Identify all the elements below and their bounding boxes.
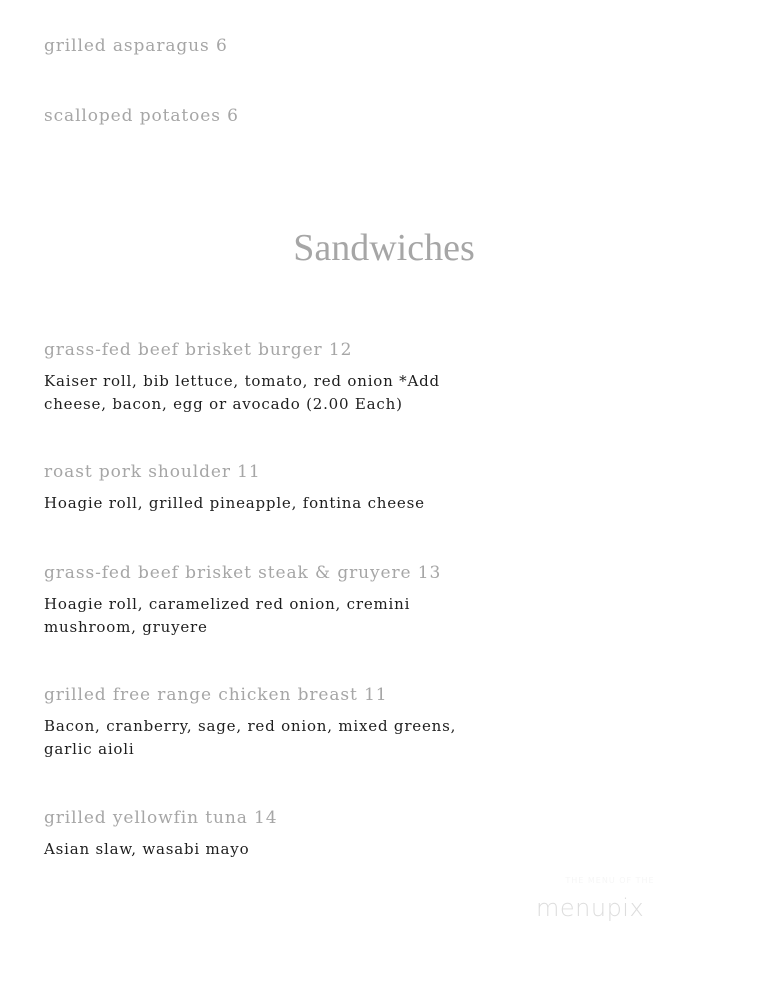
menupix-watermark [530,876,690,936]
item-description: Asian slaw, wasabi mayo [44,840,250,858]
item-name: grilled yellowfin tuna 14 [44,808,278,828]
item-name: grilled free range chicken breast 11 [44,685,388,705]
watermark-brand: menupix [536,894,645,922]
item-name: grilled asparagus 6 [44,36,228,56]
item-name: grass-fed beef brisket burger 12 [44,340,353,360]
item-name: roast pork shoulder 11 [44,462,261,482]
item-description: Hoagie roll, grilled pineapple, fontina cheese [44,494,425,512]
item-description: Hoagie roll, caramelized red onion, cremini mushroom, gruyere [44,595,411,636]
item-description: Kaiser roll, bib lettuce, tomato, red onion *Add cheese, bacon, egg or avocado (2.00 Each) [44,372,440,413]
watermark-tagline: THE MENU OF THE [565,876,655,885]
section-title: Sandwiches [293,227,475,269]
item-name: scalloped potatoes 6 [44,106,239,126]
item-name: grass-fed beef brisket steak & gruyere 13 [44,563,442,583]
item-description: Bacon, cranberry, sage, red onion, mixed greens, garlic aioli [44,717,457,758]
